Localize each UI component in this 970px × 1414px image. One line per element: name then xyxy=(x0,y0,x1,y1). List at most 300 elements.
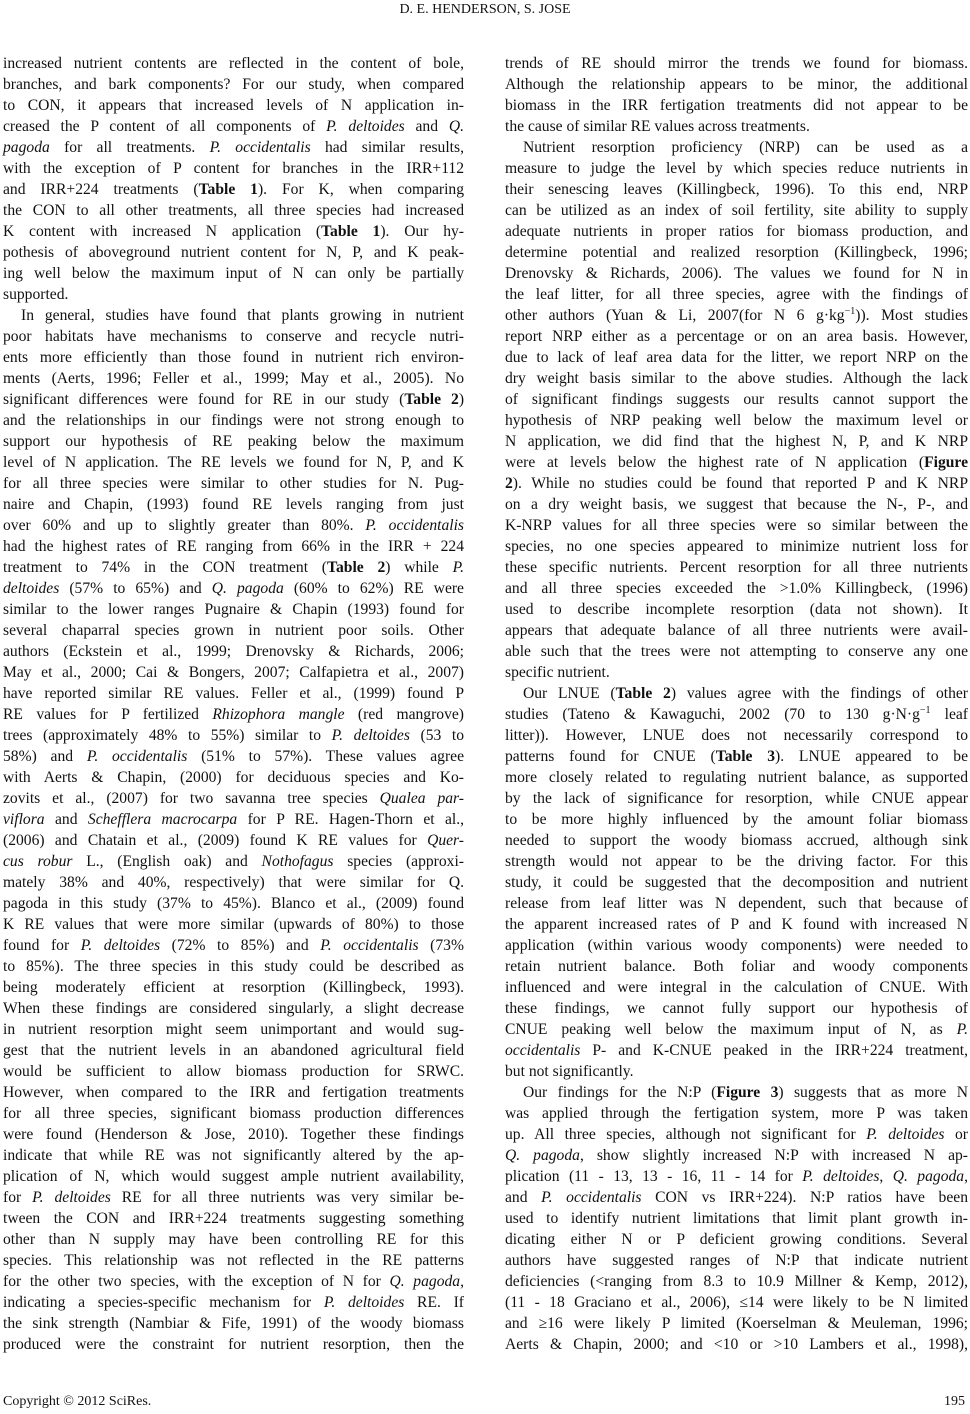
text-line xyxy=(3,221,464,242)
italic-text: P. deltoides xyxy=(802,1168,880,1185)
text-run: branches, and bark components? For our study, when compared xyxy=(3,76,464,93)
text-run: , xyxy=(964,1168,968,1185)
italic-text: P. deltoides xyxy=(331,727,410,744)
text-run: ). Our hy- xyxy=(380,223,464,240)
italic-text: Quer- xyxy=(427,832,464,849)
text-run: dicating either N or P deficient growing conditions. Several xyxy=(505,1231,968,1248)
text-run: up. All three species, although not significant for xyxy=(505,1126,867,1143)
text-line xyxy=(505,452,968,473)
bold-reference: Figure xyxy=(924,454,968,471)
text-run: biomass in the IRR fertigation treatments did not appear to be xyxy=(505,97,968,114)
text-run: May et al., 2000; Cai & Bongers, 2007; Calfapietra et al., 2007) xyxy=(3,664,464,681)
text-run: species, no one species appeared to minimize nutrient loss for xyxy=(505,538,968,555)
italic-text: Q. pagoda xyxy=(892,1168,965,1185)
text-line xyxy=(505,1124,968,1145)
text-run: ing well below the maximum input of N can only be partially xyxy=(3,265,464,282)
text-run: produced were the constraint for nutrient resorption, then the xyxy=(3,1336,464,1353)
text-run: (53 to xyxy=(409,727,464,744)
text-line xyxy=(3,305,464,326)
text-run: the cause of similar RE values across treatments. xyxy=(505,118,810,135)
text-line xyxy=(3,998,464,1019)
text-run: these findings, we cannot fully support our hypothesis of xyxy=(505,1000,968,1017)
text-run: report NRP either as a percentage or on an area basis. However, xyxy=(505,328,968,345)
text-run: Aerts & Chapin, 2000; and <10 or >10 Lambers et al., 1998), xyxy=(505,1336,968,1353)
text-run: patterns found for CNUE ( xyxy=(505,748,716,765)
text-run: )). Most studies xyxy=(855,307,968,324)
text-line xyxy=(3,683,464,704)
text-line xyxy=(505,851,968,872)
text-line xyxy=(505,200,968,221)
text-run: being moderately efficient at resorption (Killingbeck, 1993). xyxy=(3,979,464,996)
text-line xyxy=(3,662,464,683)
superscript: −1 xyxy=(844,306,856,317)
text-line xyxy=(505,1208,968,1229)
text-run: the CON to all other treatments, all three species had increased xyxy=(3,202,464,219)
text-line xyxy=(3,410,464,431)
text-run: litter)). However, LNUE does not necessarily correspond to xyxy=(505,727,968,744)
text-line xyxy=(3,347,464,368)
text-line xyxy=(505,473,968,494)
text-line xyxy=(505,1061,968,1082)
text-run: other authors (Yuan & Li, 2007(for N 6 g·kg xyxy=(505,307,845,324)
text-line xyxy=(505,557,968,578)
italic-text: Q. pagoda xyxy=(505,1147,580,1164)
bold-reference: Table 1 xyxy=(321,223,381,240)
text-run: L., (English oak) and xyxy=(72,853,262,870)
italic-text: P. deltoides xyxy=(866,1126,945,1143)
italic-text: Qualea par- xyxy=(379,790,464,807)
text-run: study, it could be suggested that the decomposition and nutrient xyxy=(505,874,968,891)
text-run: the leaf litter, for all three species, agree with the findings of xyxy=(505,286,968,303)
text-line xyxy=(505,914,968,935)
text-run: P- and K-CNUE peaked in the IRR+224 treatment, xyxy=(580,1042,968,1059)
text-run: In general, studies have found that plants growing in nutrient xyxy=(21,307,464,324)
text-run: poor habitats have mechanisms to conserve and recycle nutri- xyxy=(3,328,464,345)
text-line xyxy=(505,179,968,200)
text-line xyxy=(505,935,968,956)
bold-reference: Table 3 xyxy=(715,748,776,765)
text-run: CON vs IRR+224). N:P ratios have been xyxy=(641,1189,968,1206)
text-run: N application, we did find that the highest N, P, and K NRP xyxy=(505,433,968,450)
text-run: other than N supply may have been controlling RE for this xyxy=(3,1231,464,1248)
text-run: for P RE. Hagen-Thorn et al., xyxy=(237,811,465,828)
text-run: strength would not appear to be the driving factor. For this xyxy=(505,853,968,870)
text-run: more closely related to regulating nutrient balance, as supported xyxy=(505,769,968,786)
text-line xyxy=(505,347,968,368)
text-line xyxy=(505,368,968,389)
text-run: (2006) and Chatain et al., (2009) found K RE values for xyxy=(3,832,428,849)
text-line xyxy=(3,851,464,872)
text-line xyxy=(3,641,464,662)
text-line xyxy=(3,95,464,116)
text-line xyxy=(3,368,464,389)
text-run: authors have suggested ranges of N:P that indicate nutrient xyxy=(505,1252,968,1269)
text-line xyxy=(505,1250,968,1271)
text-line xyxy=(3,935,464,956)
text-line xyxy=(505,641,968,662)
text-line xyxy=(505,1313,968,1334)
text-run: retain nutrient balance. Both foliar and woody components xyxy=(505,958,968,975)
text-line xyxy=(3,956,464,977)
text-run: their senescing leaves (Killingbeck, 1996). To this end, NRP xyxy=(505,181,968,198)
text-line xyxy=(505,95,968,116)
text-run: for all three species were similar to other studies for N. Pug- xyxy=(3,475,464,492)
superscript: −1 xyxy=(919,705,931,716)
text-run: ) suggests that as more N xyxy=(778,1084,968,1101)
text-line xyxy=(3,431,464,452)
text-run: but not significantly. xyxy=(505,1063,634,1080)
text-line xyxy=(3,116,464,137)
text-run: tween the CON and IRR+224 treatments suggesting something xyxy=(3,1210,464,1227)
text-run: RE values for P fertilized xyxy=(3,706,213,723)
text-line xyxy=(505,683,968,704)
text-line xyxy=(3,809,464,830)
text-line xyxy=(3,536,464,557)
page-number: 195 xyxy=(944,1394,965,1409)
text-line xyxy=(3,893,464,914)
text-run: and all three species exceeded the >1.0% Killingbeck, (1996) xyxy=(505,580,968,597)
text-run: for the other two species, with the exception of N for xyxy=(3,1273,390,1290)
italic-text: P. occidentalis xyxy=(320,937,419,954)
text-line xyxy=(3,452,464,473)
text-line xyxy=(505,515,968,536)
text-run: When these findings are considered singularly, a slight decrease xyxy=(3,1000,464,1017)
text-line xyxy=(505,578,968,599)
bold-reference: Table 2 xyxy=(615,685,671,702)
text-run: to be more highly influenced by the amount foliar biomass xyxy=(505,811,968,828)
text-line xyxy=(505,872,968,893)
text-run: have reported similar RE values. Feller et al., (1999) found P xyxy=(3,685,464,702)
text-run: for all treatments. xyxy=(49,139,210,156)
text-run: to 85%). The three species in this study could be described as xyxy=(3,958,464,975)
text-line xyxy=(3,830,464,851)
italic-text: cus robur xyxy=(3,853,73,870)
text-run: and xyxy=(404,118,449,135)
text-run: the sink strength (Nambiar & Fife, 1991) of the woody biomass xyxy=(3,1315,464,1332)
text-line xyxy=(3,767,464,788)
text-line xyxy=(505,410,968,431)
text-run: Our findings for the N:P ( xyxy=(523,1084,717,1101)
text-run: or xyxy=(944,1126,969,1143)
text-line xyxy=(505,242,968,263)
text-line xyxy=(3,242,464,263)
text-run: , xyxy=(460,1273,464,1290)
text-line xyxy=(3,1250,464,1271)
text-line xyxy=(3,1061,464,1082)
text-line xyxy=(3,74,464,95)
text-run: plication (11 - 13, 13 - 16, 11 - 14 for xyxy=(505,1168,803,1185)
text-run: level of N application. The RE levels we found for N, P, and K xyxy=(3,454,464,471)
text-line xyxy=(3,557,464,578)
text-line xyxy=(505,893,968,914)
text-run: ments (Aerts, 1996; Feller et al., 1999; May et al., 2005). No xyxy=(3,370,464,387)
text-run: indicating a species-specific mechanism for xyxy=(3,1294,324,1311)
italic-text: occidentalis xyxy=(505,1042,581,1059)
text-run: ). For K, when comparing xyxy=(257,181,464,198)
text-run: gest that the nutrient levels in an abandoned agricultural field xyxy=(3,1042,464,1059)
text-run: release from leaf litter was N dependent, such that because of xyxy=(505,895,968,912)
text-run: application (within various woody components) were needed to xyxy=(505,937,968,954)
text-line xyxy=(505,1103,968,1124)
text-run: support our hypothesis of RE peaking below the maximum xyxy=(3,433,464,450)
text-line xyxy=(3,1124,464,1145)
text-run: influenced and were integral in the calculation of CNUE. With xyxy=(505,979,968,996)
text-run: pagoda in this study (37% to 45%). Blanco et al., (2009) found xyxy=(3,895,464,912)
text-run: to CON, it appears that increased levels of N application in- xyxy=(3,97,464,114)
text-line xyxy=(3,1166,464,1187)
right-column xyxy=(505,53,968,1355)
text-run: had the highest rates of RE ranging from 66% in the IRR + 224 xyxy=(3,538,464,555)
text-line xyxy=(505,1229,968,1250)
text-run: (51% to 57%). These values agree xyxy=(187,748,465,765)
text-run: (57% to 65%) and xyxy=(59,580,212,597)
text-run: , show slightly increased N:P with increased N ap- xyxy=(579,1147,968,1164)
text-run: for all three species, significant biomass production differences xyxy=(3,1105,464,1122)
text-run: trees (approximately 48% to 55%) similar to xyxy=(3,727,332,744)
text-run: naire and Chapin, (1993) found RE levels ranging from just xyxy=(3,496,464,513)
text-line xyxy=(3,725,464,746)
text-line xyxy=(505,137,968,158)
paragraph xyxy=(505,53,968,137)
text-line xyxy=(3,200,464,221)
text-run: several chaparral species grown in nutrient poor soils. Other xyxy=(3,622,464,639)
italic-text: P. occidentalis xyxy=(209,139,311,156)
text-line xyxy=(505,767,968,788)
text-run: and ≥16 were likely P limited (Koerselman & Meuleman, 1996; xyxy=(505,1315,968,1332)
text-line xyxy=(505,116,968,137)
text-run: Although the relationship appears to be minor, the additional xyxy=(505,76,968,93)
page-footer xyxy=(3,1393,965,1411)
text-run: and the relationships in our findings were not strong enough to xyxy=(3,412,464,429)
text-run: deficiencies (<ranging from 8.3 to 10.9 Millner & Kemp, 2012), xyxy=(505,1273,968,1290)
text-run: hypothesis of NRP peaking well below the maximum level or xyxy=(505,412,968,429)
italic-text: Nothofagus xyxy=(261,853,334,870)
text-line xyxy=(3,515,464,536)
text-run: RE for all three nutrients was very similar be- xyxy=(110,1189,464,1206)
text-line xyxy=(505,494,968,515)
text-line xyxy=(3,1208,464,1229)
text-line xyxy=(505,74,968,95)
text-run: and IRR+224 treatments ( xyxy=(3,181,199,198)
text-run: trends of RE should mirror the trends we found for biomass. xyxy=(505,55,968,72)
text-run: K-NRP values for all three species were so similar between the xyxy=(505,517,968,534)
text-line xyxy=(505,788,968,809)
bold-reference: Table 2 xyxy=(404,391,459,408)
text-line xyxy=(505,620,968,641)
text-run: and xyxy=(505,1189,542,1206)
italic-text: P. deltoides xyxy=(323,1294,405,1311)
text-run: indicate that while RE was not significantly altered by the ap- xyxy=(3,1147,464,1164)
text-run: appears that adequate balance of all three nutrients were avail- xyxy=(505,622,968,639)
text-run: ) xyxy=(458,391,465,408)
paragraph xyxy=(505,137,968,683)
text-run: Our LNUE ( xyxy=(523,685,616,702)
text-run: , xyxy=(879,1168,893,1185)
text-run: in nutrient resorption might seem unimportant and would sug- xyxy=(3,1021,464,1038)
text-line xyxy=(3,1292,464,1313)
text-line xyxy=(505,284,968,305)
text-line xyxy=(3,494,464,515)
text-line xyxy=(3,326,464,347)
text-run: leaf xyxy=(930,706,968,723)
text-run: pothesis of aboveground nutrient content for N, P, and K peak- xyxy=(3,244,464,261)
text-line xyxy=(3,389,464,410)
text-run: (red mangrove) xyxy=(344,706,464,723)
text-run: (60% to 62%) RE were xyxy=(283,580,464,597)
text-line xyxy=(3,158,464,179)
text-line xyxy=(3,1082,464,1103)
text-line xyxy=(3,1187,464,1208)
text-run: (11 - 18 Graciano et al., 2006), ≤14 were likely to be N limited xyxy=(505,1294,968,1311)
text-line xyxy=(3,977,464,998)
text-line xyxy=(505,53,968,74)
text-line xyxy=(3,284,464,305)
text-run: zovits et al., (2007) for two savanna tree species xyxy=(3,790,380,807)
text-line xyxy=(505,1145,968,1166)
text-line xyxy=(3,599,464,620)
text-run: studies (Tateno & Kawaguchi, 2002 (70 to 130 g·N·g xyxy=(505,706,920,723)
text-run: had similar results, xyxy=(310,139,464,156)
text-line xyxy=(3,179,464,200)
text-line xyxy=(505,536,968,557)
bold-reference: Table 2 xyxy=(327,559,386,576)
italic-text: Rhizophora mangle xyxy=(212,706,345,723)
text-line xyxy=(505,977,968,998)
text-line xyxy=(505,956,968,977)
text-run: needed to support the woody biomass accrued, although sink xyxy=(505,832,968,849)
italic-text: P. deltoides xyxy=(32,1189,111,1206)
text-line xyxy=(505,1187,968,1208)
text-run: used to describe incomplete resorption (data not shown). It xyxy=(505,601,968,618)
text-line xyxy=(3,578,464,599)
text-run: measure to judge the level by which species reduce nutrients in xyxy=(505,160,968,177)
text-run: CNUE peaking well below the maximum input of N, as xyxy=(505,1021,957,1038)
text-run: were found (Henderson & Jose, 2010). Together these findings xyxy=(3,1126,464,1143)
text-run: 58%) and xyxy=(3,748,87,765)
text-line xyxy=(505,1019,968,1040)
text-line xyxy=(505,746,968,767)
text-run: the apparent increased rates of P and K found with increased N xyxy=(505,916,968,933)
text-run: ) values agree with the findings of other xyxy=(670,685,968,702)
text-line xyxy=(505,1334,968,1355)
text-run: was applied through the fertigation system, more P was taken xyxy=(505,1105,968,1122)
text-line xyxy=(3,473,464,494)
text-line xyxy=(3,872,464,893)
text-line xyxy=(3,704,464,725)
text-line xyxy=(3,914,464,935)
text-run: K RE values that were more similar (upwards of 80%) to those xyxy=(3,916,464,933)
running-head: D. E. HENDERSON, S. JOSE xyxy=(399,2,571,17)
text-run: Nutrient resorption proficiency (NRP) can be used as a xyxy=(523,139,968,156)
text-run: authors (Eckstein et al., 1999; Drenovsky & Richards, 2006; xyxy=(3,643,464,660)
text-run: can be utilized as an index of soil fertility, site ability to supply xyxy=(505,202,968,219)
text-run: RE. If xyxy=(404,1294,464,1311)
bold-reference: 2 xyxy=(505,475,513,492)
text-line xyxy=(505,1292,968,1313)
text-run: However, when compared to the IRR and fertigation treatments xyxy=(3,1084,464,1101)
paragraph xyxy=(3,305,464,1355)
left-column xyxy=(3,53,464,1355)
italic-text: Q. xyxy=(448,118,465,135)
text-line xyxy=(3,788,464,809)
text-run: on a dry weight basis, we suggest that because the N-, P-, and xyxy=(505,496,968,513)
text-line xyxy=(3,1229,464,1250)
text-run: with the exception of P content for branches in the IRR+112 xyxy=(3,160,464,177)
paragraph xyxy=(505,683,968,1082)
italic-text: Q. pagoda xyxy=(211,580,284,597)
italic-text: Schefflera macrocarpa xyxy=(87,811,238,828)
text-run: Drenovsky & Richards, 2006). The values we found for N in xyxy=(505,265,968,282)
text-line xyxy=(505,158,968,179)
italic-text: P. occidentalis xyxy=(365,517,464,534)
text-line xyxy=(3,1145,464,1166)
text-run: (72% to 85%) and xyxy=(160,937,321,954)
text-line xyxy=(505,662,968,683)
text-run: determine potential and realized resorption (Killingbeck, 1996; xyxy=(505,244,968,261)
text-run: similar to the lower ranges Pugnaire & Chapin (1993) found for xyxy=(3,601,464,618)
italic-text: viflora xyxy=(3,811,45,828)
text-run: of significant findings suggests our results cannot support the xyxy=(505,391,968,408)
text-run: due to lack of leaf area data for the litter, we report NRP on the xyxy=(505,349,968,366)
text-run: adequate nutrients in proper ratios for biomass production, and xyxy=(505,223,968,240)
paragraph xyxy=(3,53,464,305)
italic-text: pagoda xyxy=(3,139,50,156)
text-line xyxy=(3,53,464,74)
text-run: with Aerts & Chapin, (2000) for deciduous species and Ko- xyxy=(3,769,464,786)
italic-text: P. occidentalis xyxy=(541,1189,642,1206)
text-line xyxy=(3,1334,464,1355)
text-line xyxy=(505,1271,968,1292)
text-line xyxy=(3,1271,464,1292)
text-run: used to identify nutrient limitations that limit plant growth in- xyxy=(505,1210,968,1227)
text-line xyxy=(3,1313,464,1334)
text-run: found for xyxy=(3,937,81,954)
text-run: significant differences were found for RE in our study ( xyxy=(3,391,405,408)
text-line xyxy=(505,263,968,284)
bold-reference: Table 1 xyxy=(198,181,258,198)
text-line xyxy=(505,1082,968,1103)
text-line xyxy=(3,137,464,158)
italic-text: P. occidentalis xyxy=(86,748,188,765)
text-run: ). While no studies could be found that reported P and K NRP xyxy=(512,475,968,492)
text-line xyxy=(3,1040,464,1061)
italic-text: P. xyxy=(956,1021,968,1038)
text-run: dry weight basis similar to the above studies. Although the lack xyxy=(505,370,968,387)
text-line xyxy=(3,620,464,641)
text-line xyxy=(505,221,968,242)
text-run: plication of N, which would suggest ample nutrient availability, xyxy=(3,1168,464,1185)
text-line xyxy=(505,431,968,452)
text-run: were at levels below the highest rate of N application ( xyxy=(505,454,925,471)
text-run: able such that the trees were not attempting to conserve any one xyxy=(505,643,968,660)
text-line xyxy=(505,704,968,725)
text-line xyxy=(3,746,464,767)
text-run: creased the P content of all components of xyxy=(3,118,327,135)
text-run: these specific nutrients. Percent resorption for all three nutrients xyxy=(505,559,968,576)
text-run: K content with increased N application ( xyxy=(3,223,322,240)
text-run: treatment to 74% in the CON treatment ( xyxy=(3,559,327,576)
paragraph xyxy=(505,1082,968,1355)
italic-text: deltoides xyxy=(3,580,60,597)
text-run: ) while xyxy=(385,559,453,576)
text-run: by the lack of significance for resorption, while CNUE appear xyxy=(505,790,968,807)
text-line xyxy=(505,389,968,410)
text-line xyxy=(505,725,968,746)
italic-text: P. deltoides xyxy=(326,118,405,135)
italic-text: P. xyxy=(452,559,465,576)
copyright-notice: Copyright © 2012 SciRes. xyxy=(3,1394,152,1409)
text-run: specific nutrient. xyxy=(505,664,610,681)
